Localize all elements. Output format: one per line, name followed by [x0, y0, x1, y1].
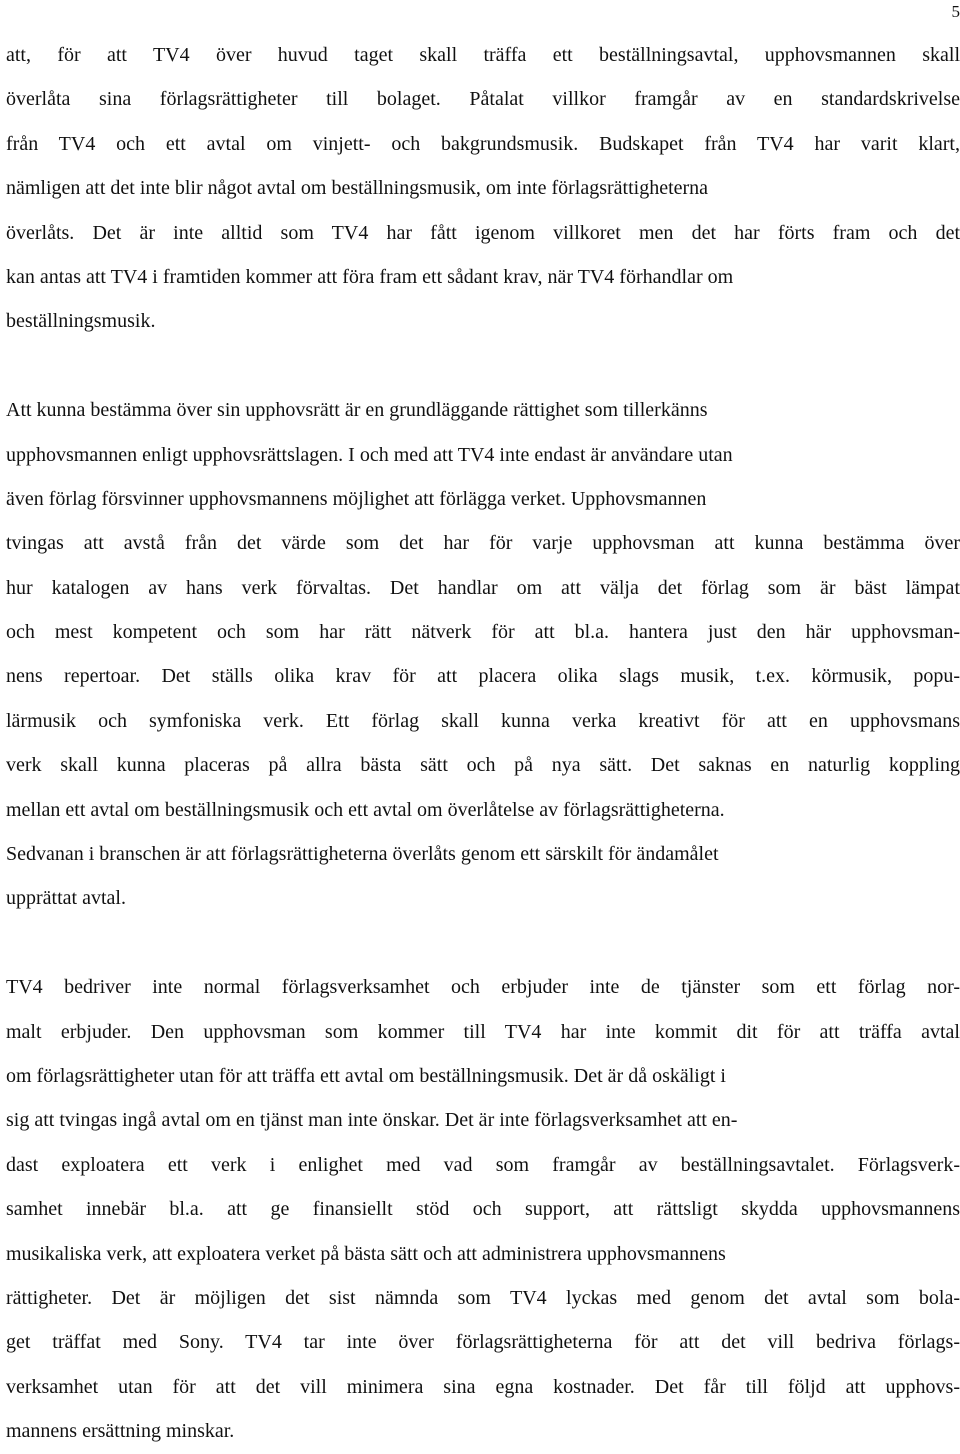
paragraph-line: upprättat avtal. — [6, 876, 960, 920]
paragraph-3 — [6, 965, 960, 1453]
paragraph-line: tvingas att avstå från det värde som det har för varje upphovsman att kunna bestämma över — [6, 521, 960, 565]
paragraph-line: om förlagsrättigheter utan för att träffa ett avtal om beställningsmusik. Det är då oskäligt i — [6, 1054, 960, 1098]
paragraph-line: get träffat med Sony. TV4 tar inte över förlagsrättigheterna för att det vill bedriva förlags- — [6, 1320, 960, 1364]
paragraph-line: dast exploatera ett verk i enlighet med vad som framgår av beställningsavtalet. Förlagsverk- — [6, 1143, 960, 1187]
page-number: 5 — [952, 2, 960, 22]
paragraph-line: sig att tvingas ingå avtal om en tjänst man inte önskar. Det är inte förlagsverksamhet att en- — [6, 1098, 960, 1142]
paragraph-line: TV4 bedriver inte normal förlagsverksamhet och erbjuder inte de tjänster som ett förlag nor- — [6, 965, 960, 1009]
paragraph-line: överlåts. Det är inte alltid som TV4 har fått igenom villkoret men det har förts fram och det — [6, 211, 960, 255]
paragraph-line: lärmusik och symfoniska verk. Ett förlag skall kunna verka kreativt för att en upphovsmans — [6, 699, 960, 743]
paragraph-line: från TV4 och ett avtal om vinjett- och bakgrundsmusik. Budskapet från TV4 har varit klart, — [6, 122, 960, 166]
paragraph-line: samhet innebär bl.a. att ge finansiellt stöd och support, att rättsligt skydda upphovsmannens — [6, 1187, 960, 1231]
paragraph-line: mellan ett avtal om beställningsmusik och ett avtal om överlåtelse av förlagsrättigheterna. — [6, 788, 960, 832]
paragraph-line: överlåta sina förlagsrättigheter till bolaget. Påtalat villkor framgår av en standardskrivelse — [6, 77, 960, 121]
paragraph-gap — [6, 344, 960, 388]
paragraph-line: upphovsmannen enligt upphovsrättslagen. I och med att TV4 inte endast är användare utan — [6, 433, 960, 477]
paragraph-line: att, för att TV4 över huvud taget skall träffa ett beställningsavtal, upphovsmannen skall — [6, 33, 960, 77]
paragraph-line: även förlag försvinner upphovsmannens möjlighet att förlägga verket. Upphovsmannen — [6, 477, 960, 521]
page-body — [6, 33, 960, 1454]
paragraph-line: beställningsmusik. — [6, 299, 960, 343]
paragraph-gap — [6, 921, 960, 965]
paragraph-line: verksamhet utan för att det vill minimera sina egna kostnader. Det får till följd att upphovs- — [6, 1365, 960, 1409]
paragraph-line: Att kunna bestämma över sin upphovsrätt är en grundläggande rättighet som tillerkänns — [6, 388, 960, 432]
paragraph-1 — [6, 33, 960, 344]
paragraph-line: musikaliska verk, att exploatera verket på bästa sätt och att administrera upphovsmannens — [6, 1232, 960, 1276]
paragraph-line: hur katalogen av hans verk förvaltas. Det handlar om att välja det förlag som är bäst lämpat — [6, 566, 960, 610]
paragraph-line: rättigheter. Det är möjligen det sist nämnda som TV4 lyckas med genom det avtal som bola- — [6, 1276, 960, 1320]
paragraph-line: nens repertoar. Det ställs olika krav för att placera olika slags musik, t.ex. körmusik, popu- — [6, 654, 960, 698]
paragraph-2 — [6, 388, 960, 921]
paragraph-line: mannens ersättning minskar. — [6, 1409, 960, 1453]
paragraph-line: malt erbjuder. Den upphovsman som kommer till TV4 har inte kommit dit för att träffa avtal — [6, 1010, 960, 1054]
paragraph-line: verk skall kunna placeras på allra bästa sätt och på nya sätt. Det saknas en naturlig koppling — [6, 743, 960, 787]
paragraph-line: Sedvanan i branschen är att förlagsrättigheterna överlåts genom ett särskilt för ändamålet — [6, 832, 960, 876]
paragraph-line: och mest kompetent och som har rätt nätverk för att bl.a. hantera just den här upphovsman- — [6, 610, 960, 654]
paragraph-line: nämligen att det inte blir något avtal om beställningsmusik, om inte förlagsrättigheterna — [6, 166, 960, 210]
paragraph-line: kan antas att TV4 i framtiden kommer att föra fram ett sådant krav, när TV4 förhandlar om — [6, 255, 960, 299]
